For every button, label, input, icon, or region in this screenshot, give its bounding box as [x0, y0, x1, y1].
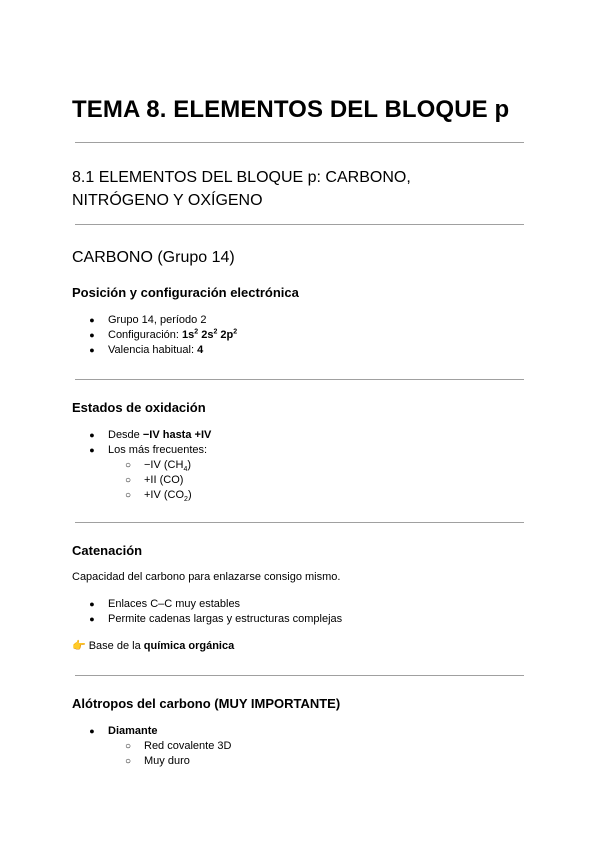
bullet-icon: ●	[89, 430, 95, 440]
catenation-list	[0, 597, 342, 627]
list-item: ● Enlaces C–C muy estables	[0, 597, 342, 612]
heading-oxidation: Estados de oxidación	[72, 400, 206, 415]
page-title: TEMA 8. ELEMENTOS DEL BLOQUE p	[72, 96, 510, 123]
pointing-hand-icon: 👉	[72, 640, 86, 652]
section-title: 8.1 ELEMENTOS DEL BLOQUE p: CARBONO, NITRÓGENO Y OXÍGENO	[72, 169, 411, 209]
electron-configuration: $1s^2$ $2s^2$ $2p^2$	[182, 328, 238, 341]
paragraph: Capacidad del carbono para enlazarse consigo mismo.	[72, 571, 341, 583]
list-item: ● Grupo 14, período 2	[0, 313, 237, 328]
list-item: ● Permite cadenas largas y estructuras complejas	[0, 612, 342, 627]
bullet-icon: ●	[89, 599, 95, 609]
divider	[75, 379, 524, 380]
oxidation-list	[0, 428, 211, 503]
hollow-bullet-icon: ○	[124, 741, 132, 752]
list-item: ● Desde −IV hasta +IV	[0, 428, 211, 443]
list-item: ● Configuración: $1s^2$ $2s^2$ $2p^2$	[0, 328, 237, 343]
allotropes-list	[0, 724, 231, 769]
list-item: ● Valencia habitual: 4	[0, 343, 237, 358]
hollow-bullet-icon: ○	[124, 490, 132, 501]
sub-list-item: ○ +IV $(CO_2)$	[0, 488, 211, 503]
subsection-title: CARBONO (Grupo 14)	[72, 249, 235, 266]
hollow-bullet-icon: ○	[124, 460, 132, 471]
bullet-icon: ●	[89, 726, 95, 736]
note: 👉 Base de la química orgánica	[72, 640, 235, 652]
bullet-icon: ●	[89, 445, 95, 455]
divider	[75, 675, 524, 676]
heading-position: Posición y configuración electrónica	[72, 285, 299, 300]
heading-allotropes: Alótropos del carbono (MUY IMPORTANTE)	[72, 696, 341, 711]
hollow-bullet-icon: ○	[124, 756, 132, 767]
heading-catenation: Catenación	[72, 543, 143, 558]
bullet-icon: ●	[89, 345, 95, 355]
list-item: ● Diamante	[0, 724, 231, 739]
sub-list-item: ○ Red covalente 3D	[0, 739, 231, 754]
position-list	[0, 313, 237, 358]
bullet-icon: ●	[89, 330, 95, 340]
divider	[75, 224, 524, 225]
sub-list-item: ○ Muy duro	[0, 754, 231, 769]
hollow-bullet-icon: ○	[124, 475, 132, 486]
sub-list-item: ○ +II (CO)	[0, 473, 211, 488]
sub-list-item: ○ −IV $(CH_4)$	[0, 458, 211, 473]
bullet-icon: ●	[89, 315, 95, 325]
divider	[75, 522, 524, 523]
bullet-icon: ●	[89, 614, 95, 624]
list-item: ● Los más frecuentes:	[0, 443, 211, 458]
divider	[75, 142, 524, 143]
